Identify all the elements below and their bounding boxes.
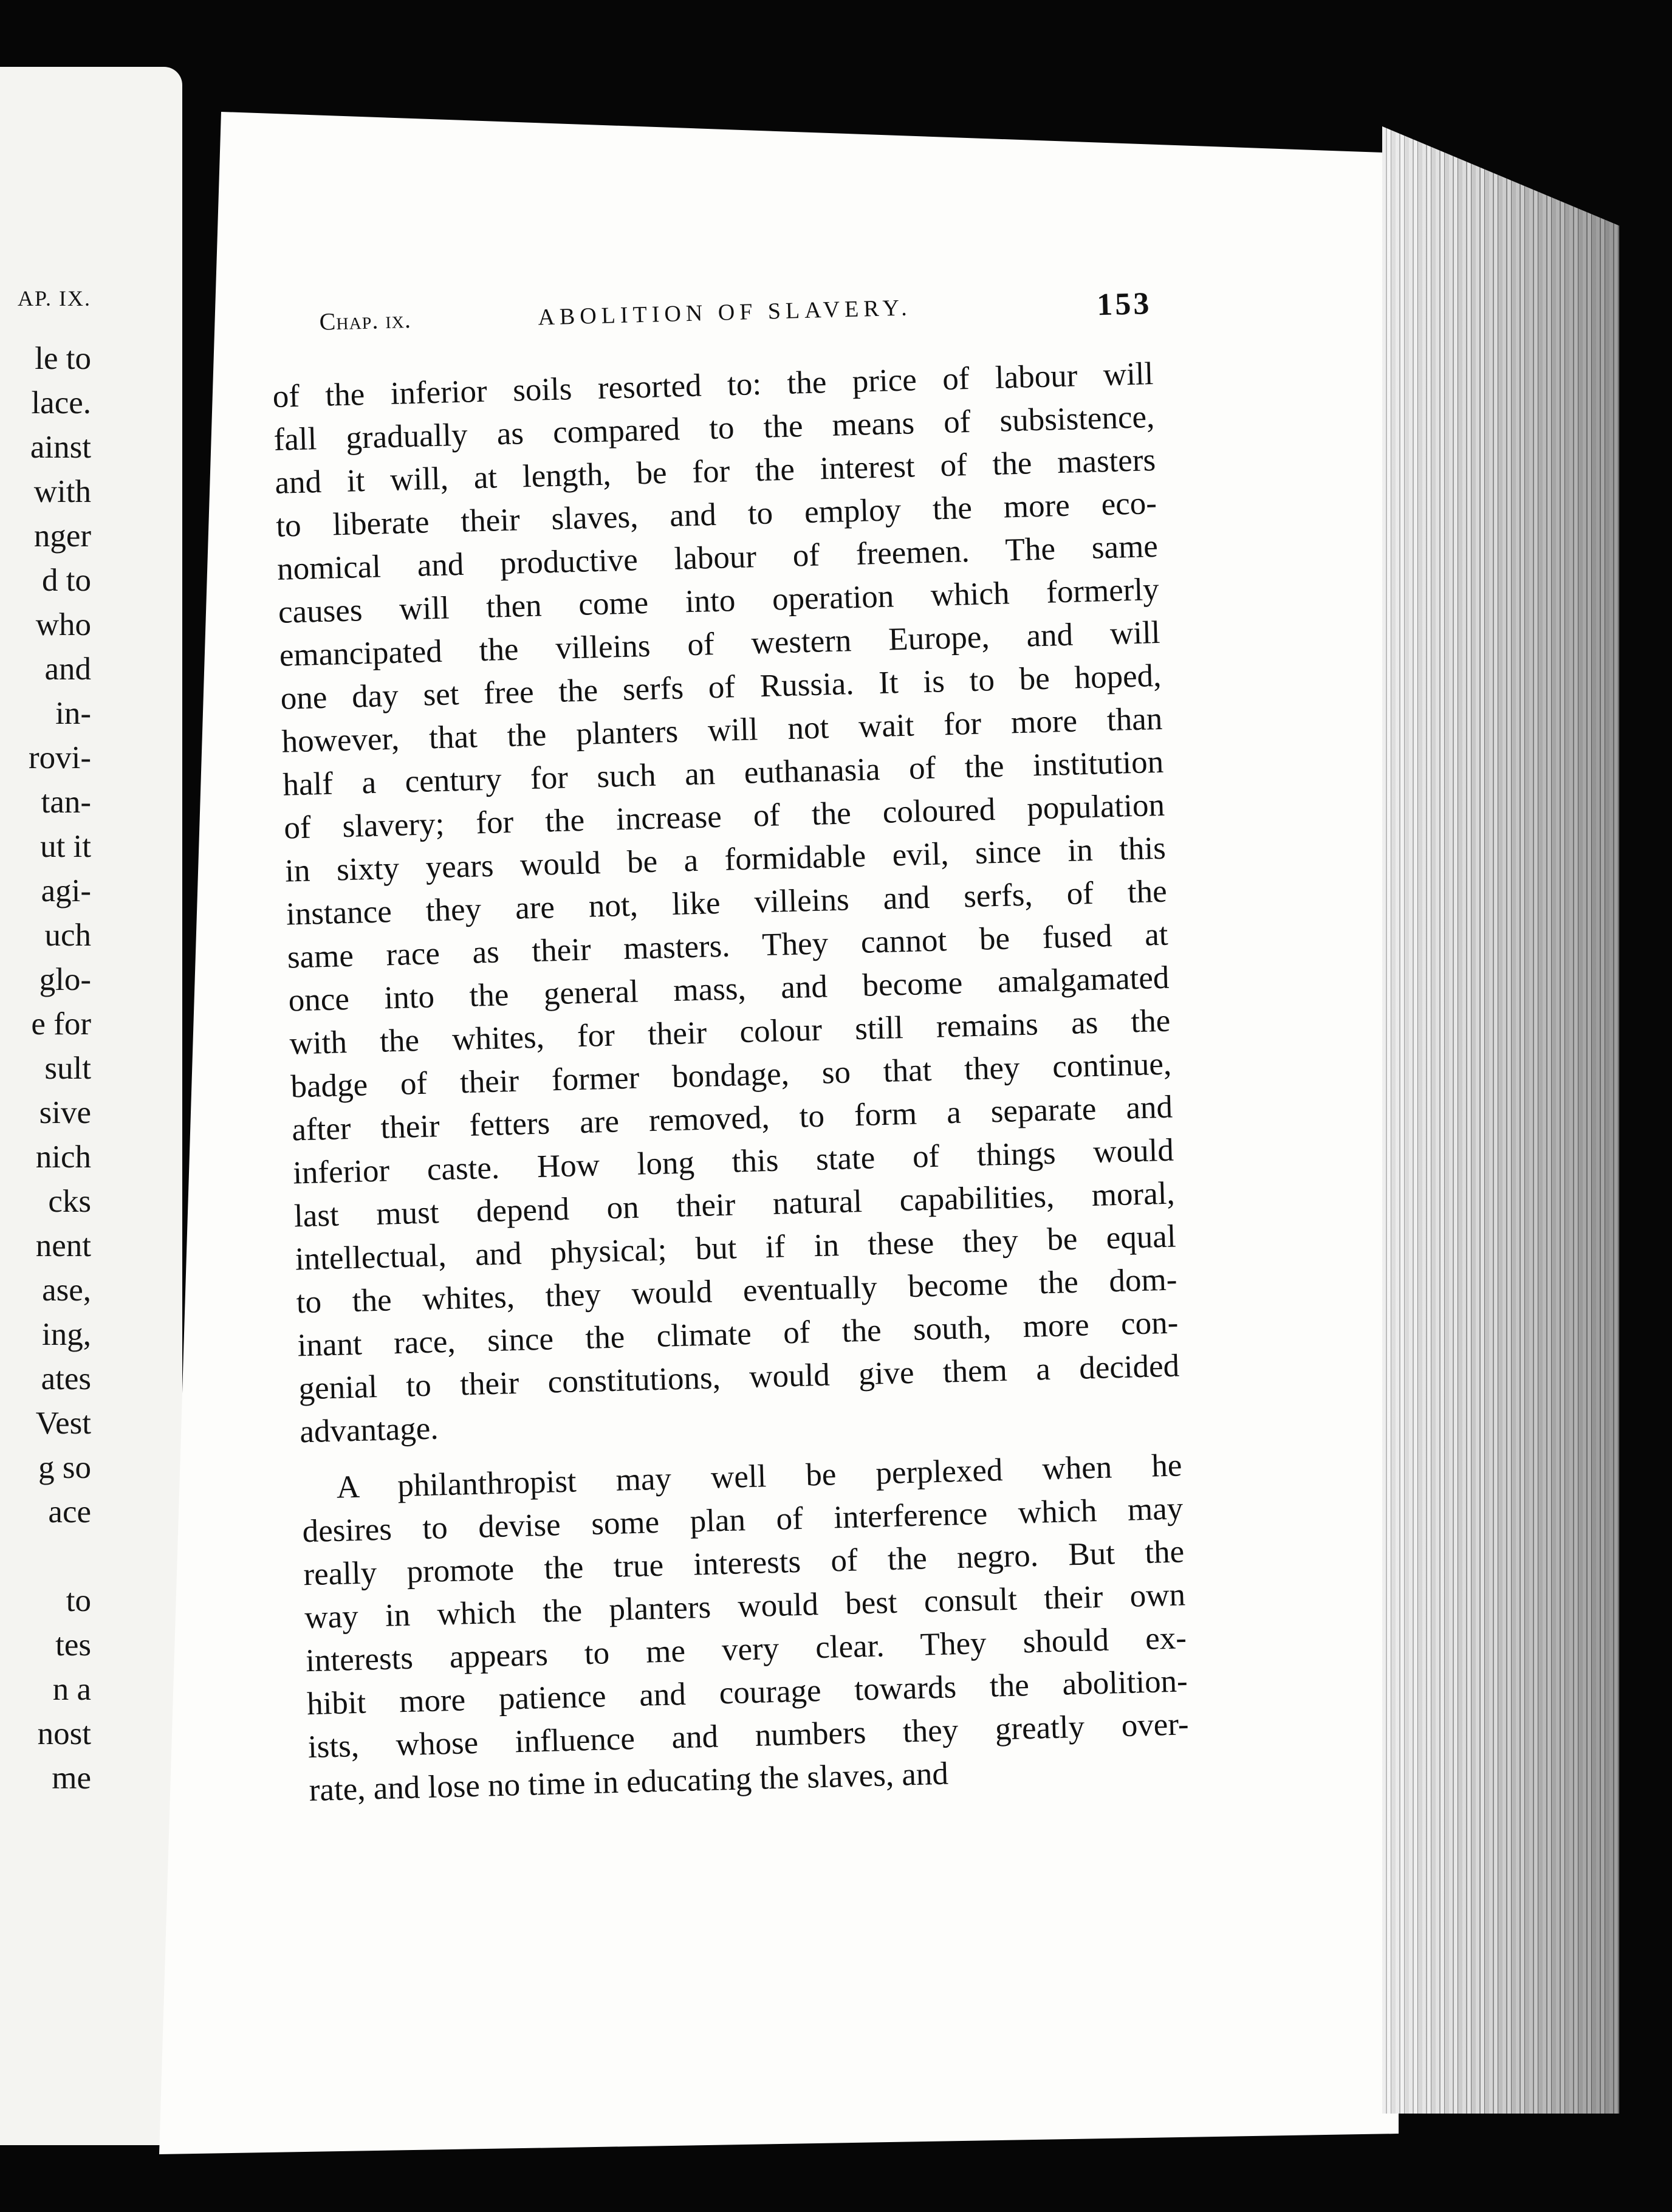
text-line: instance they are not, like villeins and serfs, of the (286, 873, 1168, 932)
left-running-head-fragment: AP. IX. (17, 286, 91, 311)
running-title: ABOLITION OF SLAVERY. (537, 295, 913, 331)
text-line: badge of their former bondage, so that they continue, (290, 1046, 1172, 1105)
left-page-fragment: nent (35, 1228, 91, 1263)
text-line: of the inferior soils resorted to: the price of labour will (272, 356, 1154, 414)
page-text-block (270, 286, 1190, 1812)
text-line: inant race, since the climate of the south, more con- (296, 1305, 1179, 1364)
text-line: A philanthropist may well be perplexed when he (336, 1448, 1183, 1505)
left-page-fragment: tes (55, 1627, 91, 1663)
text-line: last must depend on their natural capabilities, moral, (293, 1175, 1176, 1234)
left-page-fragment: nger (33, 518, 91, 554)
text-line: really promote the true interests of the negro. But the (303, 1534, 1185, 1593)
left-page-fragment: ing, (42, 1317, 91, 1352)
text-line: nomical and productive labour of freemen. The same (276, 528, 1159, 587)
left-page-fragment: Vest (35, 1406, 91, 1441)
text-line: however, that the planters will not wait for more than (281, 701, 1163, 760)
left-page-fragment: ainst (30, 430, 91, 465)
left-page-fragment: me (52, 1760, 91, 1796)
left-page-fragment: sult (44, 1051, 91, 1086)
paragraph (301, 1444, 1190, 1812)
text-line: intellectual, and physical; but if in these they be equal (295, 1218, 1177, 1277)
left-page-fragment: ase, (42, 1273, 91, 1308)
text-line: half a century for such an euthanasia of the institution (282, 744, 1164, 803)
left-page-fragment: sive (39, 1095, 91, 1130)
left-page-fragment: cks (48, 1184, 91, 1219)
left-page-fragment: glo- (39, 962, 91, 997)
left-page-fragment: e for (31, 1006, 91, 1042)
left-page-fragment: who (35, 607, 91, 642)
text-line: inferior caste. How long this state of things would (292, 1132, 1174, 1191)
text-line: fall gradually as compared to the means of subsistence, (273, 399, 1155, 458)
left-page-fragment: n a (52, 1672, 91, 1707)
text-line: hibit more patience and courage towards the abolition- (306, 1663, 1188, 1722)
left-page-fragment: nich (35, 1139, 91, 1175)
text-line: one day set free the serfs of Russia. It is to be hoped, (280, 658, 1162, 716)
left-page-fragment: uch (44, 918, 91, 953)
body-text (272, 352, 1190, 1812)
text-line: after their fetters are removed, to form a separate and (291, 1089, 1173, 1148)
paragraph (272, 352, 1181, 1454)
page-number: 153 (1096, 286, 1153, 323)
left-page-fragment: ates (41, 1361, 91, 1396)
chapter-label: Chap. ix. (318, 305, 412, 335)
text-line: in sixty years would be a formidable evil, since in this (284, 830, 1167, 889)
left-page-fragment: g so (38, 1450, 91, 1485)
text-line: way in which the planters would best consult their own (304, 1577, 1186, 1636)
text-line: interests appears to me very clear. They should ex- (305, 1620, 1187, 1679)
left-page-fragment: in- (55, 696, 91, 731)
text-line: rate, and lose no time in educating the slaves, and (309, 1756, 949, 1808)
left-page-fragment: ut it (40, 829, 91, 864)
text-line: of slavery; for the increase of the coloured population (283, 787, 1165, 846)
left-page-fragment: d to (42, 563, 91, 598)
left-page-fragment: lace. (31, 385, 91, 421)
text-line: desires to devise some plan of interference which may (301, 1491, 1184, 1550)
text-line: to liberate their slaves, and to employ the more eco- (275, 485, 1157, 544)
text-line: once into the general mass, and become amalgamated (288, 960, 1170, 1018)
left-page-fragment: le to (35, 341, 91, 376)
left-page-fragment: agi- (41, 873, 91, 908)
page-stack-edge (1382, 126, 1619, 2114)
left-page-fragment: ace (48, 1494, 91, 1530)
left-page-fragment: and (44, 651, 91, 687)
text-line: causes will then come into operation which formerly (278, 571, 1160, 630)
text-line: same race as their masters. They cannot be fused at (287, 916, 1169, 975)
left-page-edge (0, 67, 182, 2145)
text-line: ists, whose influence and numbers they greatly over- (307, 1706, 1190, 1765)
text-line: advantage. (299, 1410, 439, 1450)
text-line: and it will, at length, be for the interest of the masters (274, 442, 1156, 501)
left-page-fragment: rovi- (28, 740, 91, 775)
text-line: genial to their constitutions, would give them a decided (298, 1348, 1180, 1407)
text-line: emancipated the villeins of western Europe, and will (279, 614, 1161, 673)
left-page-fragment: tan- (41, 785, 91, 820)
left-page-fragment: nost (37, 1716, 91, 1751)
text-line: with the whites, for their colour still remains as the (289, 1003, 1171, 1062)
text-line: to the whites, they would eventually become the dom- (296, 1262, 1178, 1321)
left-page-fragment: with (33, 474, 91, 509)
left-page-fragment: to (66, 1583, 91, 1618)
